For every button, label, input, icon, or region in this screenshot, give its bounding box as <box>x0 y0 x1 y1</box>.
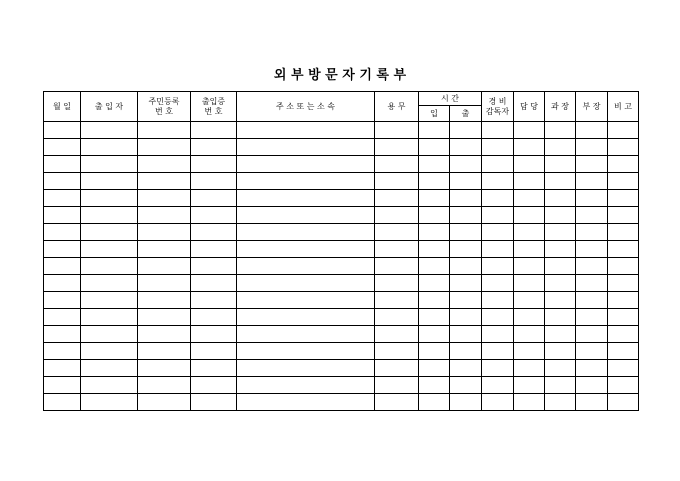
table-cell <box>450 326 482 343</box>
table-cell <box>545 377 576 394</box>
table-cell <box>375 224 419 241</box>
table-cell <box>450 139 482 156</box>
table-cell <box>576 190 608 207</box>
table-row <box>44 377 639 394</box>
table-cell <box>237 309 375 326</box>
table-cell <box>576 377 608 394</box>
header-pass-number-line2: 번 호 <box>204 106 223 116</box>
table-cell <box>419 156 450 173</box>
table-row <box>44 360 639 377</box>
header-guard-supervisor <box>482 92 514 122</box>
table-cell <box>450 377 482 394</box>
table-cell <box>545 241 576 258</box>
table-cell <box>419 258 450 275</box>
table-cell <box>545 173 576 190</box>
table-cell <box>191 275 237 292</box>
table-cell <box>450 309 482 326</box>
table-cell <box>81 275 138 292</box>
table-cell <box>450 343 482 360</box>
table-cell <box>576 139 608 156</box>
header-time-out: 출 <box>450 106 482 122</box>
header-time-in: 입 <box>419 106 450 122</box>
table-cell <box>545 207 576 224</box>
table-cell <box>482 258 514 275</box>
table-cell <box>138 394 191 411</box>
table-cell <box>514 241 545 258</box>
table-cell <box>138 224 191 241</box>
table-cell <box>545 224 576 241</box>
table-cell <box>138 292 191 309</box>
table-cell <box>482 224 514 241</box>
table-cell <box>482 360 514 377</box>
table-cell <box>419 326 450 343</box>
table-cell <box>191 292 237 309</box>
table-cell <box>81 139 138 156</box>
header-address: 주 소 또 는 소 속 <box>237 92 375 122</box>
table-cell <box>191 173 237 190</box>
table-cell <box>450 224 482 241</box>
table-cell <box>545 326 576 343</box>
table-cell <box>482 377 514 394</box>
header-purpose: 용 무 <box>375 92 419 122</box>
table-cell <box>138 377 191 394</box>
table-cell <box>419 275 450 292</box>
table-cell <box>514 377 545 394</box>
table-cell <box>191 258 237 275</box>
table-row <box>44 275 639 292</box>
table-cell <box>545 258 576 275</box>
table-cell <box>608 156 639 173</box>
table-row <box>44 258 639 275</box>
header-resident-number <box>138 92 191 122</box>
table-cell <box>44 139 81 156</box>
table-row <box>44 343 639 360</box>
table-cell <box>545 394 576 411</box>
table-cell <box>44 343 81 360</box>
table-cell <box>375 241 419 258</box>
header-pass-number <box>191 92 237 122</box>
table-cell <box>482 326 514 343</box>
table-cell <box>576 241 608 258</box>
table-cell <box>608 224 639 241</box>
table-cell <box>237 156 375 173</box>
table-cell <box>44 156 81 173</box>
table-cell <box>514 326 545 343</box>
table-cell <box>237 258 375 275</box>
table-cell <box>608 207 639 224</box>
table-cell <box>576 394 608 411</box>
table-cell <box>375 258 419 275</box>
table-cell <box>608 190 639 207</box>
table-cell <box>138 156 191 173</box>
table-cell <box>44 173 81 190</box>
table-cell <box>44 224 81 241</box>
table-cell <box>576 207 608 224</box>
table-cell <box>514 190 545 207</box>
table-cell <box>450 275 482 292</box>
table-cell <box>419 207 450 224</box>
table-cell <box>375 360 419 377</box>
table-cell <box>237 343 375 360</box>
visitor-log-table <box>43 91 639 411</box>
table-cell <box>375 139 419 156</box>
table-cell <box>191 190 237 207</box>
table-cell <box>191 139 237 156</box>
table-cell <box>545 275 576 292</box>
table-cell <box>81 173 138 190</box>
table-cell <box>482 207 514 224</box>
table-row <box>44 309 639 326</box>
header-dept-head: 부 장 <box>576 92 608 122</box>
table-cell <box>237 377 375 394</box>
table-cell <box>375 173 419 190</box>
table-cell <box>482 139 514 156</box>
table-cell <box>608 377 639 394</box>
table-cell <box>44 377 81 394</box>
table-cell <box>375 326 419 343</box>
table-cell <box>138 241 191 258</box>
table-cell <box>44 190 81 207</box>
table-cell <box>375 122 419 139</box>
header-guard-line2: 감독자 <box>485 106 510 116</box>
table-cell <box>191 343 237 360</box>
table-cell <box>576 292 608 309</box>
table-cell <box>375 190 419 207</box>
table-cell <box>419 122 450 139</box>
table-row <box>44 207 639 224</box>
table-cell <box>44 326 81 343</box>
table-cell <box>419 224 450 241</box>
table-cell <box>191 122 237 139</box>
table-cell <box>514 258 545 275</box>
table-row <box>44 224 639 241</box>
table-cell <box>375 207 419 224</box>
table-cell <box>450 207 482 224</box>
table-cell <box>576 122 608 139</box>
table-cell <box>419 394 450 411</box>
header-time: 시 간 <box>419 92 482 106</box>
table-cell <box>514 343 545 360</box>
table-cell <box>608 122 639 139</box>
table-cell <box>482 173 514 190</box>
table-cell <box>576 156 608 173</box>
header-guard-line1: 경 비 <box>488 97 507 107</box>
table-cell <box>81 122 138 139</box>
table-cell <box>237 360 375 377</box>
table-cell <box>482 190 514 207</box>
table-cell <box>237 207 375 224</box>
header-in-charge: 담 당 <box>514 92 545 122</box>
header-remarks: 비 고 <box>608 92 639 122</box>
table-cell <box>44 241 81 258</box>
table-cell <box>375 309 419 326</box>
table-row <box>44 241 639 258</box>
table-cell <box>191 394 237 411</box>
table-cell <box>419 360 450 377</box>
table-cell <box>44 309 81 326</box>
table-cell <box>237 241 375 258</box>
table-cell <box>375 394 419 411</box>
table-cell <box>545 122 576 139</box>
table-cell <box>81 241 138 258</box>
table-cell <box>514 224 545 241</box>
table-row <box>44 190 639 207</box>
table-cell <box>576 326 608 343</box>
table-cell <box>138 343 191 360</box>
table-cell <box>138 173 191 190</box>
table-cell <box>237 394 375 411</box>
table-cell <box>514 309 545 326</box>
table-cell <box>514 173 545 190</box>
table-row <box>44 394 639 411</box>
table-cell <box>482 241 514 258</box>
table-cell <box>81 360 138 377</box>
table-cell <box>514 122 545 139</box>
table-cell <box>191 326 237 343</box>
table-row <box>44 156 639 173</box>
table-cell <box>375 343 419 360</box>
table-cell <box>81 207 138 224</box>
table-cell <box>450 258 482 275</box>
table-row <box>44 173 639 190</box>
table-cell <box>576 360 608 377</box>
table-cell <box>191 224 237 241</box>
table-cell <box>419 343 450 360</box>
table-cell <box>608 173 639 190</box>
table-cell <box>191 377 237 394</box>
table-cell <box>450 156 482 173</box>
table-cell <box>514 292 545 309</box>
table-cell <box>419 309 450 326</box>
table-cell <box>81 156 138 173</box>
table-cell <box>237 122 375 139</box>
header-resident-number-line2: 번 호 <box>155 106 173 116</box>
table-cell <box>138 139 191 156</box>
table-cell <box>450 122 482 139</box>
table-row <box>44 292 639 309</box>
table-cell <box>375 156 419 173</box>
table-cell <box>450 173 482 190</box>
table-cell <box>375 377 419 394</box>
table-cell <box>237 326 375 343</box>
table-cell <box>419 139 450 156</box>
header-section-chief: 과 장 <box>545 92 576 122</box>
table-cell <box>514 360 545 377</box>
table-cell <box>44 207 81 224</box>
table-cell <box>482 292 514 309</box>
header-pass-number-line1: 출입증 <box>201 97 226 107</box>
table-cell <box>545 360 576 377</box>
table-cell <box>81 309 138 326</box>
table-cell <box>191 241 237 258</box>
table-cell <box>450 394 482 411</box>
table-cell <box>514 156 545 173</box>
table-cell <box>450 360 482 377</box>
table-cell <box>81 377 138 394</box>
table-cell <box>482 275 514 292</box>
header-date: 월 일 <box>44 92 81 122</box>
table-cell <box>545 343 576 360</box>
table-cell <box>138 326 191 343</box>
table-cell <box>514 207 545 224</box>
table-cell <box>419 173 450 190</box>
table-cell <box>419 377 450 394</box>
table-cell <box>44 360 81 377</box>
table-cell <box>608 343 639 360</box>
table-cell <box>81 326 138 343</box>
table-cell <box>237 190 375 207</box>
table-row <box>44 326 639 343</box>
table-cell <box>514 275 545 292</box>
table-cell <box>237 275 375 292</box>
table-row <box>44 122 639 139</box>
table-cell <box>608 139 639 156</box>
header-visitor: 출 입 자 <box>81 92 138 122</box>
table-cell <box>514 394 545 411</box>
table-cell <box>81 258 138 275</box>
table-cell <box>81 343 138 360</box>
table-cell <box>81 394 138 411</box>
table-cell <box>44 292 81 309</box>
table-cell <box>482 309 514 326</box>
table-cell <box>450 292 482 309</box>
table-cell <box>81 190 138 207</box>
table-cell <box>608 394 639 411</box>
table-cell <box>375 275 419 292</box>
table-cell <box>237 292 375 309</box>
table-cell <box>608 292 639 309</box>
table-cell <box>545 309 576 326</box>
table-cell <box>419 190 450 207</box>
table-cell <box>237 173 375 190</box>
table-cell <box>576 309 608 326</box>
table-cell <box>81 292 138 309</box>
table-cell <box>576 275 608 292</box>
table-cell <box>576 343 608 360</box>
table-cell <box>608 309 639 326</box>
table-cell <box>138 190 191 207</box>
table-cell <box>608 275 639 292</box>
table-cell <box>138 122 191 139</box>
table-cell <box>44 275 81 292</box>
table-cell <box>450 190 482 207</box>
table-cell <box>545 292 576 309</box>
table-cell <box>576 224 608 241</box>
table-cell <box>237 224 375 241</box>
header-resident-number-line1: 주민등록 <box>148 97 180 107</box>
table-row <box>44 139 639 156</box>
table-cell <box>138 309 191 326</box>
table-cell <box>138 258 191 275</box>
document-title: 외 부 방 문 자 기 록 부 <box>273 68 407 83</box>
table-cell <box>191 309 237 326</box>
table-cell <box>138 360 191 377</box>
table-cell <box>81 224 138 241</box>
table-cell <box>608 360 639 377</box>
table-cell <box>138 207 191 224</box>
table-cell <box>44 258 81 275</box>
table-cell <box>191 207 237 224</box>
table-cell <box>450 241 482 258</box>
table-cell <box>138 275 191 292</box>
table-cell <box>482 394 514 411</box>
table-cell <box>237 139 375 156</box>
table-cell <box>608 258 639 275</box>
table-cell <box>191 360 237 377</box>
table-cell <box>191 156 237 173</box>
table-cell <box>545 156 576 173</box>
table-cell <box>482 343 514 360</box>
table-cell <box>44 394 81 411</box>
table-cell <box>419 292 450 309</box>
table-cell <box>545 190 576 207</box>
table-cell <box>419 241 450 258</box>
table-cell <box>482 122 514 139</box>
table-cell <box>576 173 608 190</box>
table-cell <box>482 156 514 173</box>
table-cell <box>514 139 545 156</box>
table-cell <box>576 258 608 275</box>
table-cell <box>375 292 419 309</box>
table-cell <box>608 241 639 258</box>
table-cell <box>545 139 576 156</box>
table-cell <box>608 326 639 343</box>
log-body <box>44 122 639 411</box>
table-cell <box>44 122 81 139</box>
